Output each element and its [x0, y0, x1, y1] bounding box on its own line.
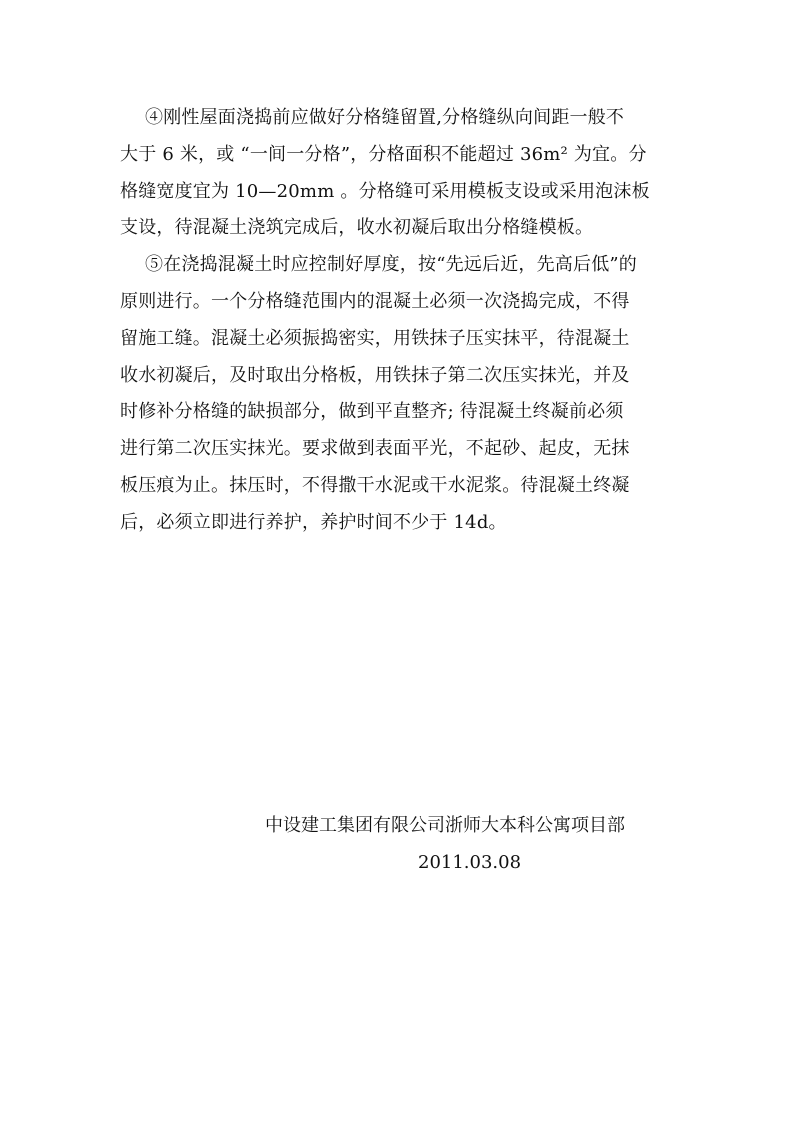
signature-organization: 中设建工集团有限公司浙师大本科公寓项目部	[265, 815, 625, 836]
paragraph-2-line-7: 板压痕为止。抹压时，不得撒干水泥或干水泥浆。待混凝土终凝	[120, 474, 630, 496]
paragraph-1-line-2: 大于 6 米，或 “一间一分格”，分格面积不能超过 36m² 为宜。分	[120, 143, 647, 165]
paragraph-2-line-1: ⑤在浇捣混凝土时应控制好厚度，按“先远后近，先高后低”的	[145, 254, 638, 276]
paragraph-1-line-3: 格缝宽度宜为 10—20mm 。分格缝可采用模板支设或采用泡沫板	[120, 180, 650, 202]
document-body	[120, 100, 680, 542]
signature-date: 2011.03.08	[418, 852, 522, 873]
paragraph-2-line-2: 原则进行。一个分格缝范围内的混凝土必须一次浇捣完成，不得	[120, 290, 630, 312]
paragraph-1-line-1: ④刚性屋面浇捣前应做好分格缝留置,分格缝纵向间距一般不	[145, 107, 625, 128]
paragraph-2-line-4: 收水初凝后，及时取出分格板，用铁抹子第二次压实抹光，并及	[120, 364, 630, 386]
paragraph-2-line-6: 进行第二次压实抹光。要求做到表面平光，不起砂、起皮，无抹	[120, 438, 630, 460]
paragraph-1-line-4: 支设，待混凝土浇筑完成后，收水初凝后取出分格缝模板。	[120, 217, 594, 239]
paragraph-2-line-8: 后，必须立即进行养护，养护时间不少于 14d。	[120, 511, 507, 533]
paragraph-2-line-3: 留施工缝。混凝土必须振捣密实，用铁抹子压实抹平，待混凝土	[120, 327, 630, 349]
paragraph-2-line-5: 时修补分格缝的缺损部分，做到平直整齐; 待混凝土终凝前必须	[120, 401, 624, 423]
